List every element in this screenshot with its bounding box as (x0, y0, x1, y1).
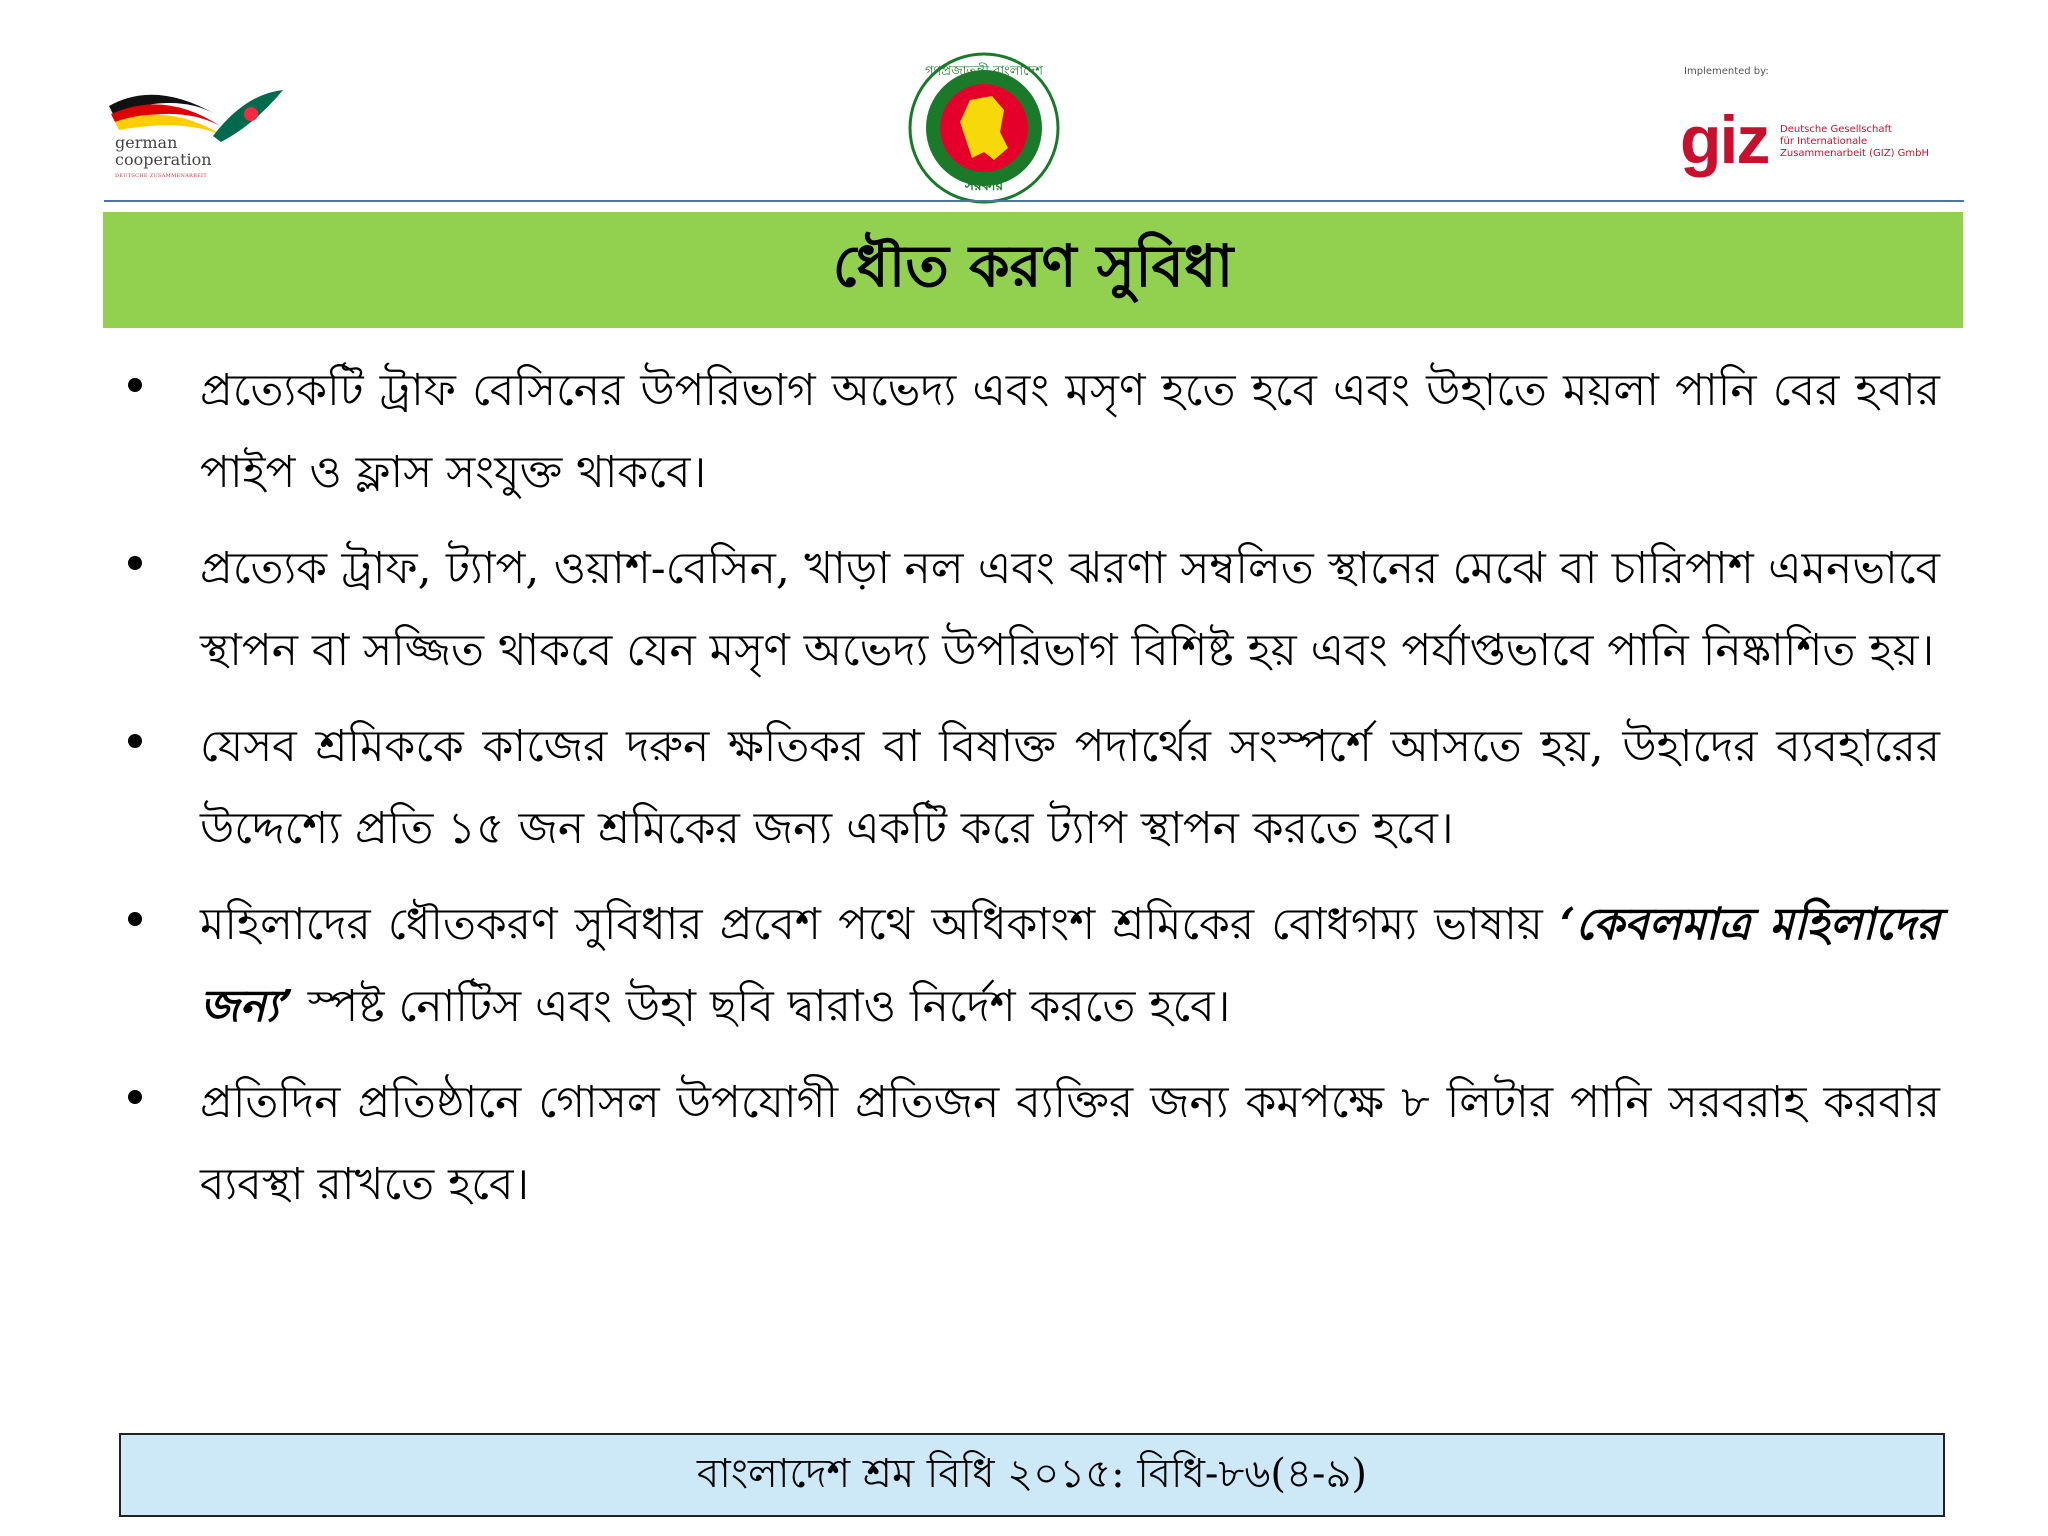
footer-reference: বাংলাদেশ শ্রম বিধি ২০১৫: বিধি-৮৬(৪-৯) (696, 1450, 1368, 1497)
title-bar (103, 212, 1963, 328)
bullet-icon (128, 556, 142, 570)
list-item (120, 1062, 1940, 1226)
bullet-text: যেসব শ্রমিককে কাজের দরুন ক্ষতিকর বা বিষাক্ত পদার্থের সংস্পর্শে আসতে হয়, উহাদের ব্যবহারের উদ্দেশ্যে প্রতি ১৫ জন শ্রমিকের জন্য একটি করে ট্যাপ স্থাপন করতে হবে। (200, 721, 1940, 854)
giz-logo (1680, 62, 1960, 182)
bullet-text-composite (200, 884, 1940, 1048)
footer-reference-box (119, 1433, 1945, 1517)
list-item (120, 884, 1940, 1048)
implemented-by-label: Implemented by: (1684, 66, 1769, 77)
seal-bottom-text: সরকার (964, 178, 1004, 194)
german-subtitle: DEUTSCHE ZUSAMMENARBEIT (115, 173, 207, 179)
bangladesh-government-seal (908, 52, 1060, 204)
bullet-icon (128, 1090, 142, 1104)
giz-description: Deutsche Gesellschaft für Internationale Zusammenarbeit (GIZ) GmbH (1780, 124, 1930, 159)
bullet-text-after: স্পষ্ট নোটিস এবং উহা ছবি দ্বারাও নির্দেশ করতে হবে। (293, 981, 1231, 1032)
german-cooperation-wordmark (115, 134, 212, 185)
german-word: german (115, 133, 178, 152)
bullet-text: প্রত্যেক ট্রাফ, ট্যাপ, ওয়াশ-বেসিন, খাড়া নল এবং ঝরণা সম্বলিত স্থানের মেঝে বা চারিপাশ এমনভাবে স্থাপন বা সজ্জিত থাকবে যেন মসৃণ অভেদ্য উপরিভাগ বিশিষ্ট হয় এবং পর্যাপ্তভাবে পানি নিষ্কাশিত হয়। (200, 543, 1940, 676)
bullet-text: প্রতিদিন প্রতিষ্ঠানে গোসল উপযোগী প্রতিজন ব্যক্তির জন্য কমপক্ষে ৮ লিটার পানি সরবরাহ করবার ব্যবস্থা রাখতে হবে। (200, 1077, 1940, 1210)
list-item (120, 706, 1940, 870)
bullet-icon (128, 734, 142, 748)
seal-top-text: গণপ্রজাতন্ত্রী বাংলাদেশ (925, 64, 1043, 79)
cooperation-word: cooperation (115, 150, 212, 169)
women-only-emphasis: ‘কেবলমাত্র মহিলাদের জন্য’ (200, 899, 1940, 1032)
slide-header (0, 0, 2048, 200)
german-cooperation-logo (105, 84, 285, 184)
bullet-icon (128, 912, 142, 926)
list-item (120, 350, 1940, 514)
list-item (120, 528, 1940, 692)
slide-title: ধৌত করণ সুবিধা (832, 231, 1234, 300)
bullet-text-before: মহিলাদের ধৌতকরণ সুবিধার প্রবেশ পথে অধিকাংশ শ্রমিকের বোধগম্য ভাষায় (200, 899, 1561, 950)
giz-wordmark: giz (1680, 102, 1769, 178)
header-divider (104, 200, 1964, 202)
bullet-text: প্রত্যেকটি ট্রাফ বেসিনের উপরিভাগ অভেদ্য এবং মসৃণ হতে হবে এবং উহাতে ময়লা পানি বের হবার পাইপ ও ফ্লাস সংযুক্ত থাকবে। (200, 365, 1940, 498)
bullet-icon (128, 378, 142, 392)
bullet-list (120, 350, 1940, 1240)
